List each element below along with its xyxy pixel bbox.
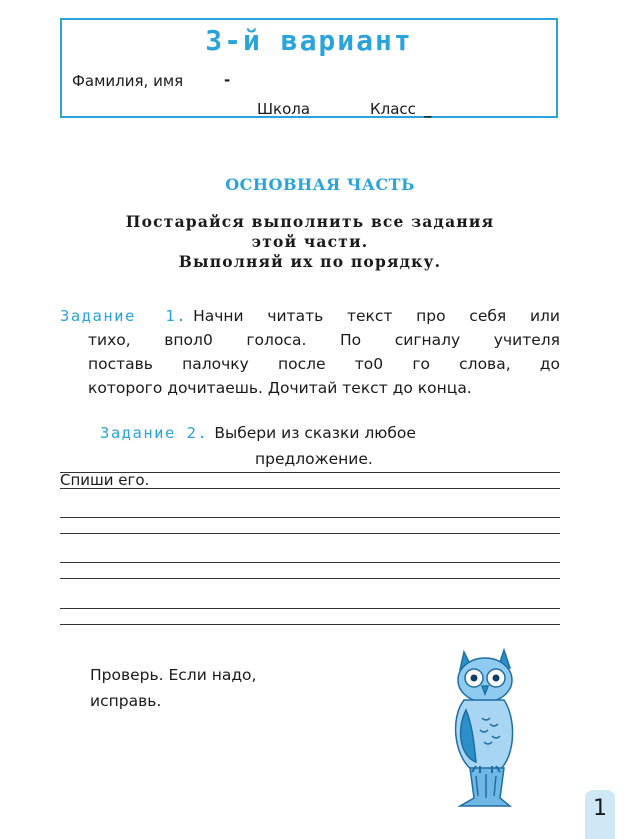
writing-line[interactable] xyxy=(60,624,560,625)
writing-line[interactable] xyxy=(60,562,560,563)
instruction-line: Выполняй их по порядку. xyxy=(178,252,442,271)
owl-icon xyxy=(420,638,550,813)
task-1-line: которого дочитаешь. Дочитай текст до конца. xyxy=(88,379,472,397)
page-number-tab xyxy=(585,790,615,839)
name-field-mark: - xyxy=(224,71,231,89)
check-line: исправь. xyxy=(90,692,162,710)
name-label: Фамилия, имя xyxy=(72,72,184,90)
writing-line[interactable] xyxy=(60,533,560,534)
task-2-second-line: предложение. xyxy=(255,450,373,468)
check-instruction xyxy=(90,662,256,714)
class-label: Класс xyxy=(370,100,416,118)
writing-line[interactable] xyxy=(60,578,560,579)
writing-line[interactable] xyxy=(60,608,560,609)
copy-label: Спиши его. xyxy=(60,471,150,489)
task-2-text: Выбери из сказки любое xyxy=(214,424,416,442)
task-1-label: Задание 1. xyxy=(60,307,188,325)
task-1-body xyxy=(60,328,560,400)
instruction-line: этой части. xyxy=(251,232,369,251)
task-1-text: Начни читать текст про себя или xyxy=(193,307,560,325)
writing-line[interactable] xyxy=(60,517,560,518)
instruction-line: Постарайся выполнить все задания xyxy=(125,212,495,231)
variant-title: 3-й вариант xyxy=(205,24,413,57)
school-label: Школа xyxy=(257,100,311,118)
task-1-line: поставь палочку после то0 го слова, до xyxy=(88,355,560,373)
task-1 xyxy=(60,304,560,400)
instructions xyxy=(60,212,560,272)
class-field-mark: _ xyxy=(424,100,432,118)
section-title: ОСНОВНАЯ ЧАСТЬ xyxy=(225,175,415,194)
check-line: Проверь. Если надо, xyxy=(90,666,257,684)
student-info-box xyxy=(60,18,558,118)
task-1-first-line xyxy=(60,304,560,328)
task-2-first-line xyxy=(100,420,416,446)
page-number: 1 xyxy=(593,796,607,821)
writing-line[interactable] xyxy=(60,488,560,489)
task-2 xyxy=(100,420,416,472)
task-1-line: тихо, впол0 голоса. По сигналу учителя xyxy=(88,331,560,349)
task-2-label: Задание 2. xyxy=(100,424,209,442)
